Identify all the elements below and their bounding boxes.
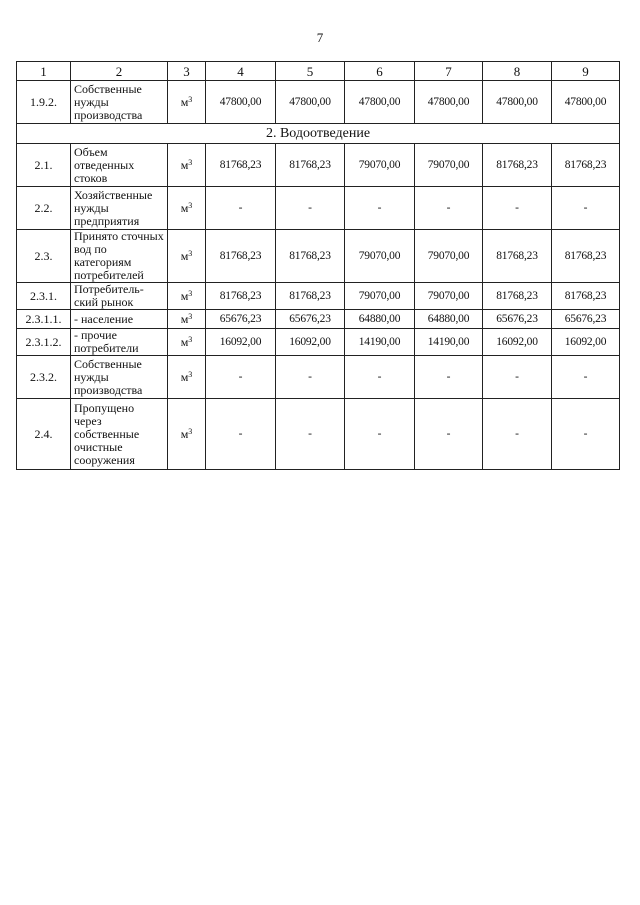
row-value: -	[483, 187, 552, 230]
row-value: -	[345, 356, 415, 399]
row-value: 81768,23	[552, 283, 620, 310]
row-value: -	[415, 187, 483, 230]
row-value: 14190,00	[345, 329, 415, 356]
row-value: 81768,23	[483, 144, 552, 187]
row-name: Собственные нужды производства	[71, 356, 168, 399]
row-value: -	[206, 399, 276, 470]
table-row	[17, 81, 620, 124]
row-code: 2.3.2.	[17, 356, 71, 399]
row-code: 2.4.	[17, 399, 71, 470]
row-value: 79070,00	[345, 283, 415, 310]
row-name: - население	[71, 310, 168, 329]
row-value: 47800,00	[415, 81, 483, 124]
row-code: 2.3.1.	[17, 283, 71, 310]
row-unit: $м^3$	[168, 356, 206, 399]
row-value: 65676,23	[206, 310, 276, 329]
row-value: 65676,23	[483, 310, 552, 329]
header-cell: 7	[415, 62, 483, 81]
row-value: 16092,00	[552, 329, 620, 356]
row-unit: $м^3$	[168, 310, 206, 329]
row-value: 79070,00	[415, 283, 483, 310]
row-value: 81768,23	[206, 283, 276, 310]
header-cell: 6	[345, 62, 415, 81]
row-value: 81768,23	[483, 283, 552, 310]
header-cell: 1	[17, 62, 71, 81]
row-value: 79070,00	[415, 144, 483, 187]
table-row	[17, 283, 620, 310]
row-value: 47800,00	[206, 81, 276, 124]
row-value: 81768,23	[483, 230, 552, 283]
row-value: 81768,23	[276, 283, 345, 310]
header-cell: 8	[483, 62, 552, 81]
page-number: 7	[316, 30, 324, 45]
header-cell: 3	[168, 62, 206, 81]
row-value: 65676,23	[276, 310, 345, 329]
table-row	[17, 329, 620, 356]
row-code: 2.3.1.1.	[17, 310, 71, 329]
row-value: -	[206, 187, 276, 230]
row-value: -	[276, 356, 345, 399]
row-value: 79070,00	[345, 144, 415, 187]
row-unit: $м^3$	[168, 399, 206, 470]
section-title: 2. Водоотведение	[17, 124, 620, 144]
header-row	[17, 62, 620, 81]
row-name: Пропущено через собственные очистные сооружения	[71, 399, 168, 470]
row-unit: $м^3$	[168, 81, 206, 124]
row-value: -	[483, 356, 552, 399]
row-value: 81768,23	[552, 230, 620, 283]
row-value: 47800,00	[345, 81, 415, 124]
row-value: 16092,00	[206, 329, 276, 356]
row-unit: $м^3$	[168, 144, 206, 187]
table-row	[17, 399, 620, 470]
table-row	[17, 356, 620, 399]
row-value: -	[276, 187, 345, 230]
row-value: -	[483, 399, 552, 470]
row-value: 79070,00	[415, 230, 483, 283]
row-unit: $м^3$	[168, 283, 206, 310]
row-value: -	[552, 399, 620, 470]
row-value: -	[552, 187, 620, 230]
row-name: - прочие потребители	[71, 329, 168, 356]
row-name: Собственные нужды производства	[71, 81, 168, 124]
row-unit: $м^3$	[168, 230, 206, 283]
row-name: Объем отведенных стоков	[71, 144, 168, 187]
row-code: 2.3.	[17, 230, 71, 283]
row-value: 81768,23	[552, 144, 620, 187]
row-value: -	[415, 399, 483, 470]
row-value: 81768,23	[276, 230, 345, 283]
row-value: 14190,00	[415, 329, 483, 356]
row-value: 81768,23	[276, 144, 345, 187]
row-name: Хозяйственные нужды предприятия	[71, 187, 168, 230]
section-row	[17, 124, 620, 144]
row-value: 47800,00	[552, 81, 620, 124]
table-row	[17, 144, 620, 187]
row-value: -	[552, 356, 620, 399]
row-unit: $м^3$	[168, 329, 206, 356]
row-code: 2.1.	[17, 144, 71, 187]
row-name: Потребитель-ский рынок	[71, 283, 168, 310]
row-value: -	[345, 399, 415, 470]
row-code: 1.9.2.	[17, 81, 71, 124]
row-value: 64880,00	[415, 310, 483, 329]
row-value: -	[276, 399, 345, 470]
row-value: 16092,00	[276, 329, 345, 356]
row-value: 65676,23	[552, 310, 620, 329]
row-unit: $м^3$	[168, 187, 206, 230]
row-value: 64880,00	[345, 310, 415, 329]
row-value: 47800,00	[483, 81, 552, 124]
row-name: Принято сточных вод по категориям потребителей	[71, 230, 168, 283]
row-code: 2.3.1.2.	[17, 329, 71, 356]
header-cell: 2	[71, 62, 168, 81]
row-value: -	[345, 187, 415, 230]
row-value: 81768,23	[206, 144, 276, 187]
row-code: 2.2.	[17, 187, 71, 230]
row-value: 81768,23	[206, 230, 276, 283]
row-value: -	[206, 356, 276, 399]
row-value: 16092,00	[483, 329, 552, 356]
table-row	[17, 310, 620, 329]
header-cell: 5	[276, 62, 345, 81]
table-row	[17, 230, 620, 283]
row-value: 79070,00	[345, 230, 415, 283]
row-value: -	[415, 356, 483, 399]
header-cell: 9	[552, 62, 620, 81]
row-value: 47800,00	[276, 81, 345, 124]
data-table	[16, 61, 620, 470]
table-row	[17, 187, 620, 230]
header-cell: 4	[206, 62, 276, 81]
